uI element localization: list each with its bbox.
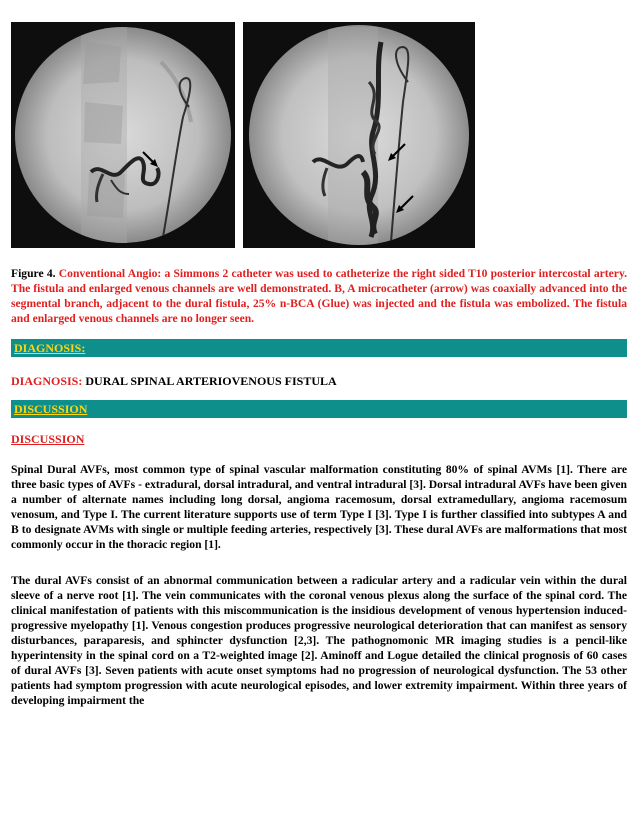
arrow-icon: [141, 150, 161, 170]
arrow-icon: [393, 194, 415, 216]
angiogram-panel-a: [11, 22, 235, 248]
diagnosis-value: DURAL SPINAL ARTERIOVENOUS FISTULA: [82, 374, 337, 388]
discussion-heading: DISCUSSION: [11, 432, 85, 446]
figure-caption: [11, 266, 627, 326]
figure-4-images: [11, 22, 477, 248]
discussion-section-bar: [11, 400, 627, 418]
arrow-icon: [385, 142, 407, 164]
discussion-paragraph-2: The dural AVFs consist of an abnormal communication between a radicular artery and a radicular vein within the dural sleeve of a nerve root [1]. The vein communicates with the coronal venous plexus along the surface of the spinal cord. The clinical manifestation of patients with this miscommunication is the insidious development of venous hypertension induced-progressive myelopathy [1]. Venous congestion produces progressive neurological deterioration that can manifest as sensory disturbances, paraparesis, and sphincter dysfunction [2,3]. The pathognomonic MR imaging studies is a pencil-like hyperintensity in the spinal cord on a T2-weighted image [2]. Aminoff and Logue detailed the clinical prognosis of 60 cases of dural AVFs [3]. Seven patients with acute onset symptoms had no progression of neurological dysfunction. The 53 other patients had symptom progression with acute neurological episodes, and lower extremity impairment. Within three years of developing impairment the: [11, 574, 627, 707]
discussion-bar-label: DISCUSSION: [14, 402, 88, 416]
diagnosis-label: DIAGNOSIS:: [11, 374, 83, 388]
diagnosis-line: [11, 374, 337, 389]
discussion-paragraph-1: Spinal Dural AVFs, most common type of spinal vascular malformation constituting 80% of spinal AVMs [1]. There are three basic types of AVFs - extradural, dorsal intradural, and ventral intradural [3]. Dorsal intradural AVFs have been given a number of alternate names including long dorsal, angioma racemosum, dorsal extramedullary, angioma racemosum venosum, and Type I. The current literature supports use of term Type I [3]. Type I is further classified into subtypes A and B to designate AVMs with single or multiple feeding arteries, respectively [3]. These dural AVFs are malformations that most commonly occur in the thoracic region [1].: [11, 463, 627, 551]
diagnosis-section-bar: [11, 339, 627, 357]
angiogram-panel-b: [243, 22, 475, 248]
caption-text: Conventional Angio: a Simmons 2 catheter was used to catheterize the right sided T10 posterior intercostal artery. The fistula and enlarged venous channels are well demonstrated. B, A microcatheter (arrow) was coaxially advanced into the segmental branch, adjacent to the dural fistula, 25% n-BCA (Glue) was injected and the fistula was embolized. The fistula and enlarged venous channels are no longer seen.: [11, 267, 627, 325]
caption-label: Figure 4.: [11, 267, 56, 280]
diagnosis-bar-label: DIAGNOSIS:: [14, 341, 86, 355]
